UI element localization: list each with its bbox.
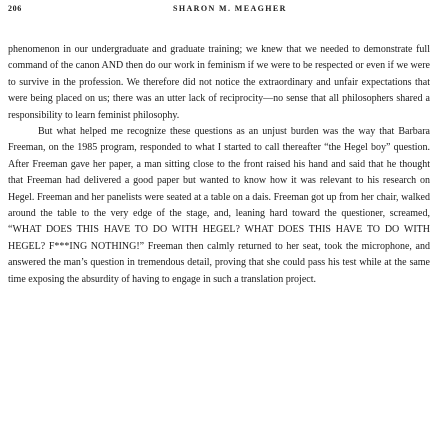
running-head-author: SHARON M. MEAGHER [173, 4, 287, 13]
paragraph-hegel-boy: But what helped me recognize these questions as an unjust burden was the way that Barbara Freeman, on the 1985 program, responded to what I started to call thereafter “the Hegel boy” question. After Freeman gave her paper, a man sitting close to the front raised his hand and said that he thought that Freeman had delivered a good paper but wanted to know how it was relevant to his research on Hegel. Freeman and her panelists were seated at a table on a dais. Freeman got up from her chair, walked around the table to the very edge of the stage, and, leaning hard toward the questioner, screamed, “WHAT DOES THIS HAVE TO DO WITH HEGEL? WHAT DOES THIS HAVE TO DO WITH HEGEL? F***ING NOTHING!” Freeman then calmly returned to her seat, took the microphone, and answered the man’s question in tremendous detail, proving that she could pass his test while at the same time exposing the absurdity of having to engage in such a translation project. [8, 126, 430, 285]
paragraph-continued: phenomenon in our undergraduate and graduate training; we knew that we needed to demonstrate full command of the canon AND then do our work in feminism if we were to be respected or even if we were to survive in the profession. We therefore did not notice the extraordinary and unfair expectations that were being placed on us; there was an utter lack of reciprocity—no sense that all philosophers shared a responsibility to learn feminist philosophy. [8, 44, 430, 121]
running-head [8, 4, 429, 16]
page-number: 206 [8, 4, 22, 13]
body-text [8, 42, 430, 288]
